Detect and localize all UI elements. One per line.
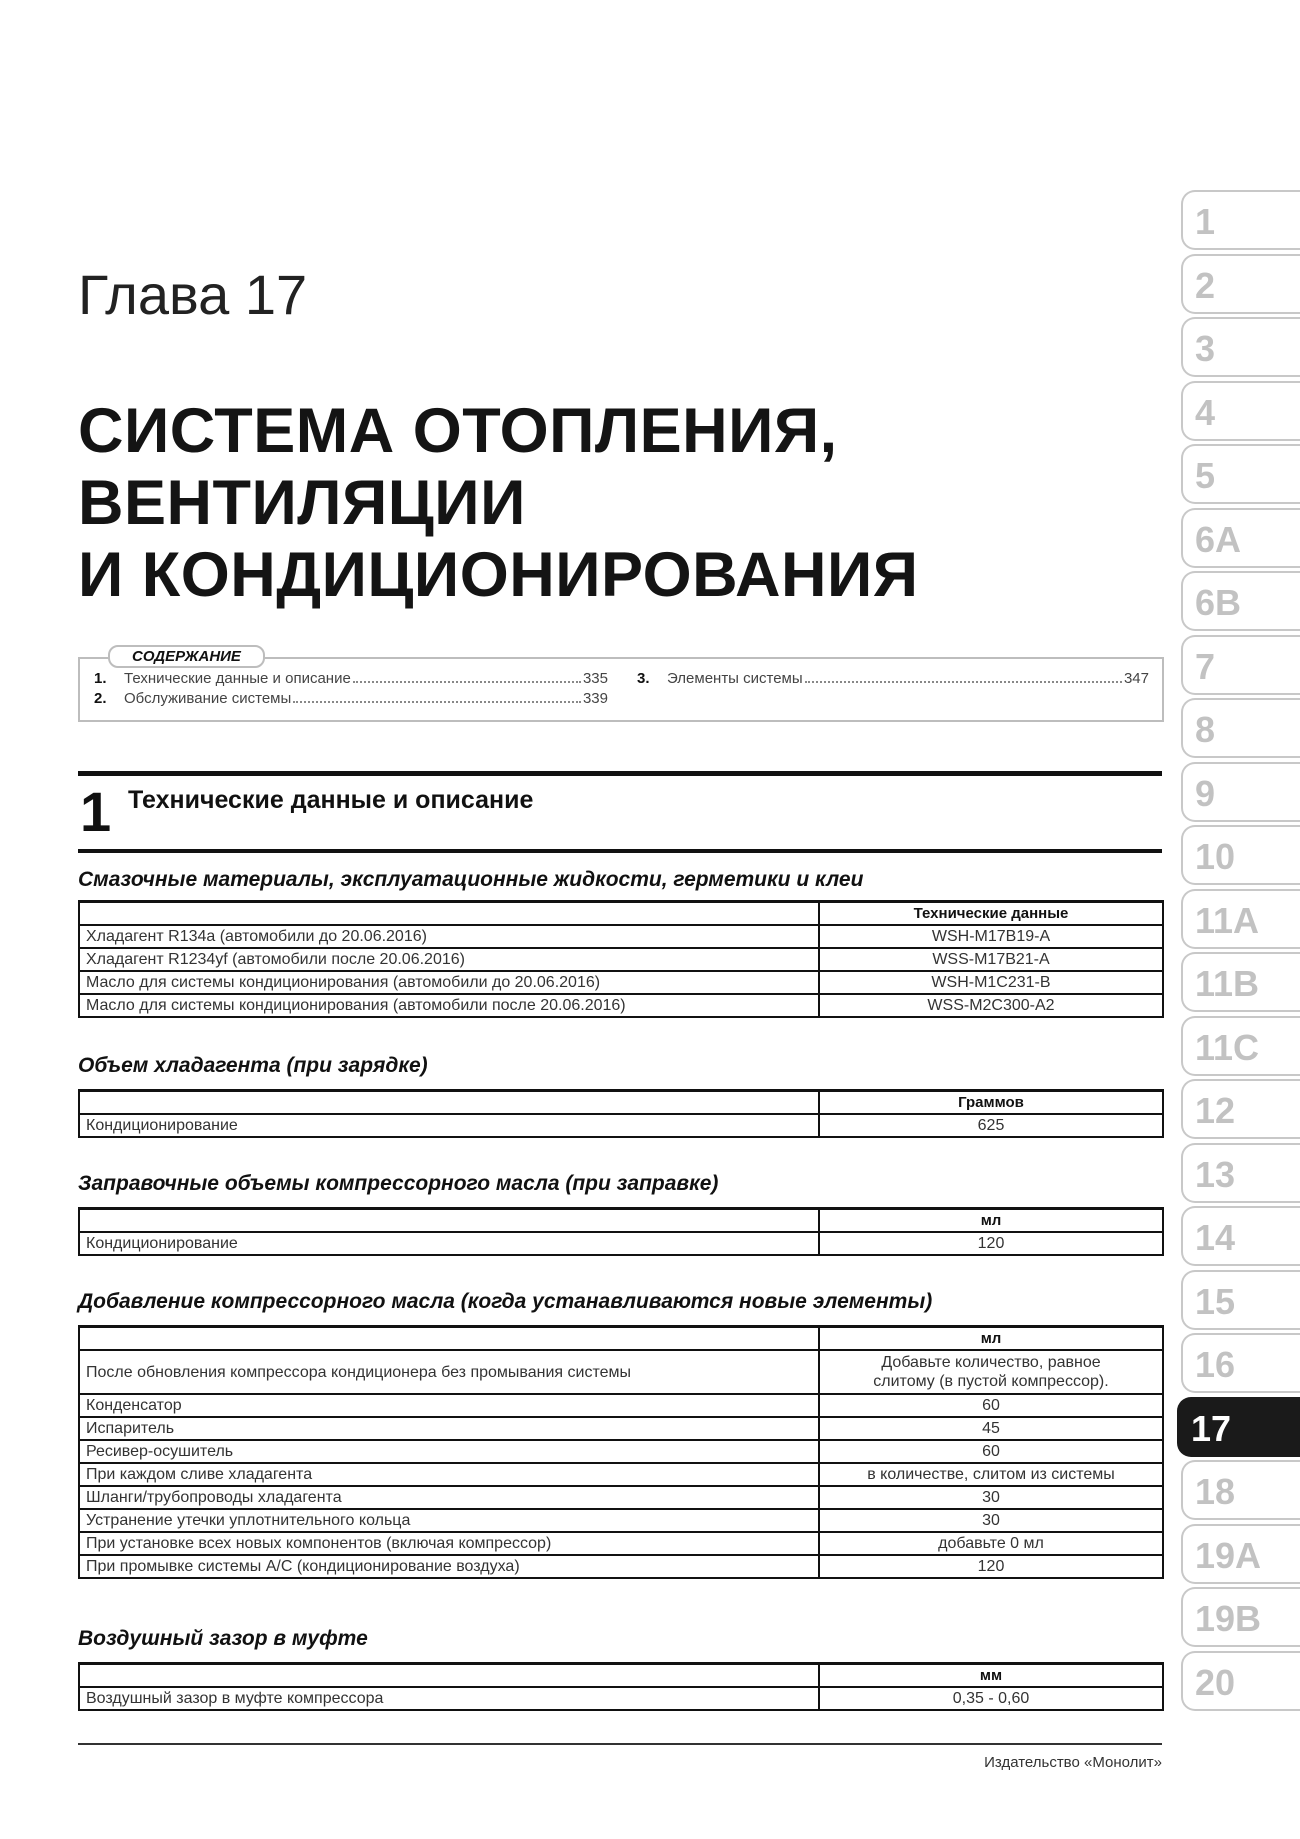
chapter-tab-16[interactable]: 16: [1181, 1333, 1300, 1393]
chapter-tab-18[interactable]: 18: [1181, 1460, 1300, 1520]
row-value: 60: [819, 1394, 1163, 1417]
toc-item-number: 3.: [637, 670, 650, 687]
row-value: WSH-M1C231-B: [819, 971, 1163, 994]
chapter-label: Глава 17: [78, 263, 308, 326]
row-label: Масло для системы кондиционирования (автомобили до 20.06.2016): [79, 971, 819, 994]
toc-item-page: 335: [582, 670, 608, 687]
toc-item-page: 347: [1123, 670, 1149, 687]
section-title: Технические данные и описание: [128, 786, 534, 814]
toc-item-number: 2.: [94, 690, 107, 707]
chapter-tab-4[interactable]: 4: [1181, 381, 1300, 441]
toc-label: СОДЕРЖАНИЕ: [108, 645, 265, 668]
chapter-tab-15[interactable]: 15: [1181, 1270, 1300, 1330]
publisher-footer: Издательство «Монолит»: [984, 1754, 1162, 1771]
chapter-tab-6a[interactable]: 6A: [1181, 508, 1300, 568]
row-value: WSH-M17B19-A: [819, 925, 1163, 948]
row-label: Кондиционирование: [79, 1232, 819, 1255]
row-label: При каждом сливе хладагента: [79, 1463, 819, 1486]
row-value-line: слитому (в пустой компрессор).: [873, 1373, 1109, 1390]
toc-item[interactable]: [94, 670, 608, 690]
row-label: После обновления компрессора кондиционера без промывания системы: [79, 1350, 819, 1394]
chapter-tab-5[interactable]: 5: [1181, 444, 1300, 504]
footer-divider: [78, 1743, 1162, 1745]
chapter-tab-6b[interactable]: 6B: [1181, 571, 1300, 631]
row-label: Хладагент R1234yf (автомобили после 20.06.2016): [79, 948, 819, 971]
row-label: Хладагент R134a (автомобили до 20.06.2016): [79, 925, 819, 948]
table-row: [79, 1486, 1163, 1509]
row-value: 30: [819, 1486, 1163, 1509]
column-header: Технические данные: [819, 902, 1163, 926]
table-row: [79, 1417, 1163, 1440]
table-row: [79, 1232, 1163, 1255]
chapter-tab-10[interactable]: 10: [1181, 825, 1300, 885]
row-label: Устранение утечки уплотнительного кольца: [79, 1509, 819, 1532]
row-value: 0,35 - 0,60: [819, 1687, 1163, 1710]
row-value: 45: [819, 1417, 1163, 1440]
row-value: 30: [819, 1509, 1163, 1532]
table-row: [79, 1440, 1163, 1463]
table-row: [79, 1555, 1163, 1578]
row-label: Конденсатор: [79, 1394, 819, 1417]
toc-item-text: Обслуживание системы: [124, 690, 292, 707]
chapter-tab-13[interactable]: 13: [1181, 1143, 1300, 1203]
toc-item-number: 1.: [94, 670, 107, 687]
chapter-tab-11a[interactable]: 11A: [1181, 889, 1300, 949]
table-of-contents: [78, 648, 1164, 722]
chapter-tab-7[interactable]: 7: [1181, 635, 1300, 695]
row-label: Испаритель: [79, 1417, 819, 1440]
table-header-row: [79, 1327, 1163, 1351]
air-gap-table: [78, 1662, 1164, 1711]
row-value: 120: [819, 1232, 1163, 1255]
toc-item[interactable]: [637, 670, 1149, 690]
row-value: WSS-M17B21-A: [819, 948, 1163, 971]
chapter-tab-19b[interactable]: 19B: [1181, 1587, 1300, 1647]
row-label: Шланги/трубопроводы хладагента: [79, 1486, 819, 1509]
compressor-oil-table: [78, 1207, 1164, 1256]
title-line: СИСТЕМА ОТОПЛЕНИЯ,: [78, 396, 838, 466]
table-row: [79, 925, 1163, 948]
row-label: Ресивер-осушитель: [79, 1440, 819, 1463]
row-value: 60: [819, 1440, 1163, 1463]
chapter-tab-12[interactable]: 12: [1181, 1079, 1300, 1139]
table-row: [79, 948, 1163, 971]
refrigerant-table: [78, 1089, 1164, 1138]
subsection-heading: Заправочные объемы компрессорного масла (при заправке): [78, 1172, 719, 1195]
column-header: мм: [819, 1664, 1163, 1688]
toc-leader: [353, 681, 581, 683]
toc-item-page: 339: [582, 690, 608, 707]
row-value: WSS-M2C300-A2: [819, 994, 1163, 1017]
chapter-tab-14[interactable]: 14: [1181, 1206, 1300, 1266]
subsection-heading: Смазочные материалы, эксплуатационные жидкости, герметики и клеи: [78, 868, 864, 891]
row-label: Воздушный зазор в муфте компрессора: [79, 1687, 819, 1710]
subsection-heading: Объем хладагента (при зарядке): [78, 1054, 428, 1077]
table-header-row: [79, 1091, 1163, 1115]
chapter-tab-1[interactable]: 1: [1181, 190, 1300, 250]
chapter-tab-19a[interactable]: 19A: [1181, 1524, 1300, 1584]
chapter-tab-20[interactable]: 20: [1181, 1651, 1300, 1711]
toc-item[interactable]: [94, 690, 608, 710]
table-row: [79, 1687, 1163, 1710]
page-title: [78, 395, 1078, 611]
chapter-tab-9[interactable]: 9: [1181, 762, 1300, 822]
title-line: ВЕНТИЛЯЦИИ: [78, 468, 526, 538]
table-row: [79, 1114, 1163, 1137]
section-number: 1: [80, 780, 112, 843]
row-value: добавьте 0 мл: [819, 1532, 1163, 1555]
table-row: [79, 1509, 1163, 1532]
table-row: [79, 971, 1163, 994]
table-header-row: [79, 1209, 1163, 1233]
table-row: [79, 994, 1163, 1017]
table-header-row: [79, 1664, 1163, 1688]
chapter-tab-8[interactable]: 8: [1181, 698, 1300, 758]
subsection-heading: Добавление компрессорного масла (когда устанавливаются новые элементы): [78, 1290, 933, 1313]
table-header-row: [79, 902, 1163, 926]
row-label: Кондиционирование: [79, 1114, 819, 1137]
toc-item-text: Элементы системы: [667, 670, 803, 687]
chapter-tab-2[interactable]: 2: [1181, 254, 1300, 314]
row-value: в количестве, слитом из системы: [819, 1463, 1163, 1486]
table-row: [79, 1394, 1163, 1417]
row-value-line: Добавьте количество, равное: [881, 1354, 1101, 1371]
row-value: 120: [819, 1555, 1163, 1578]
section-divider: [78, 849, 1162, 853]
chapter-tab-3[interactable]: 3: [1181, 317, 1300, 377]
title-line: И КОНДИЦИОНИРОВАНИЯ: [78, 540, 919, 610]
column-header: мл: [819, 1209, 1163, 1233]
column-header: Граммов: [819, 1091, 1163, 1115]
toc-item-text: Технические данные и описание: [124, 670, 351, 687]
toc-leader: [293, 701, 581, 703]
row-value: 625: [819, 1114, 1163, 1137]
oil-addition-table: [78, 1325, 1164, 1579]
row-label: При промывке системы A/C (кондиционирование воздуха): [79, 1555, 819, 1578]
row-label: При установке всех новых компонентов (включая компрессор): [79, 1532, 819, 1555]
lubricants-table: [78, 900, 1164, 1018]
table-row: [79, 1463, 1163, 1486]
chapter-tab-11b[interactable]: 11B: [1181, 952, 1300, 1012]
row-label: Масло для системы кондиционирования (автомобили после 20.06.2016): [79, 994, 819, 1017]
column-header: мл: [819, 1327, 1163, 1351]
table-row: [79, 1350, 1163, 1394]
chapter-tab-17[interactable]: 17: [1177, 1397, 1300, 1457]
chapter-tab-11c[interactable]: 11C: [1181, 1016, 1300, 1076]
section-divider: [78, 771, 1162, 776]
row-value: [819, 1350, 1163, 1394]
subsection-heading: Воздушный зазор в муфте: [78, 1627, 368, 1650]
toc-leader: [805, 681, 1122, 683]
table-row: [79, 1532, 1163, 1555]
